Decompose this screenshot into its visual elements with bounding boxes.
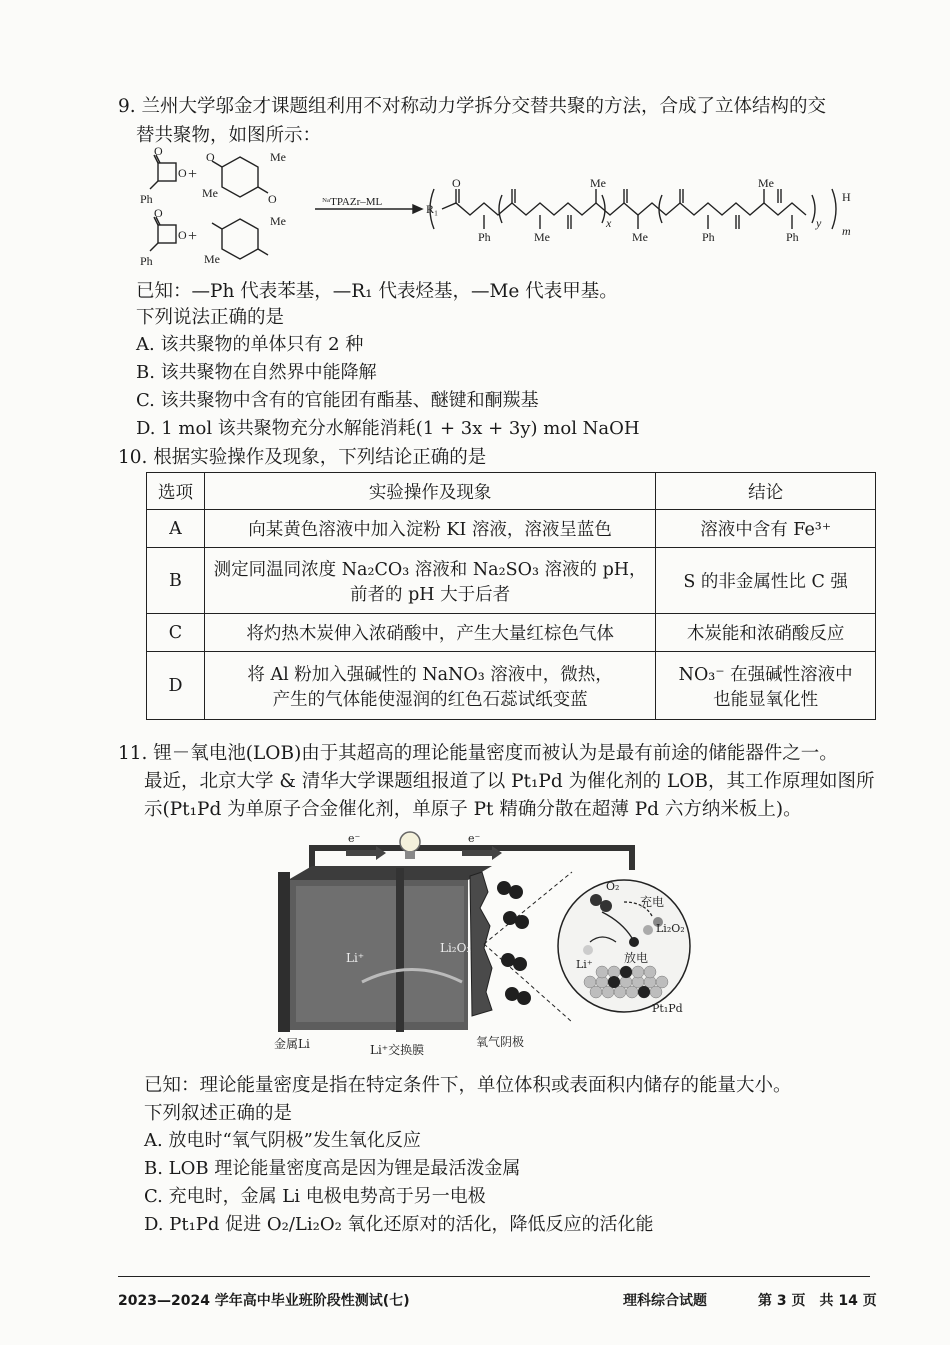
y-subscript: y xyxy=(816,216,822,230)
operation-text: 测定同温同浓度 Na₂CO₃ 溶液和 Na₂SO₃ 溶液的 pH， xyxy=(213,559,647,580)
discharge-label: 放电 xyxy=(624,951,649,965)
conclusion-text: S 的非金属性比 C 强 xyxy=(683,572,848,592)
footer-exam-title: 2023—2024 学年高中毕业班阶段性测试(七) xyxy=(118,1293,410,1309)
table-row xyxy=(147,652,876,720)
lithium-metal-anode xyxy=(278,872,290,1032)
q9-prompt: 下列说法正确的是 xyxy=(136,307,285,328)
li-exchange-membrane xyxy=(396,868,404,1032)
q11-option-b[interactable]: B. LOB 理论能量密度高是因为锂是最活泼金属 xyxy=(144,1158,521,1179)
zoom-li-label: Li⁺ xyxy=(576,958,593,971)
row-conclusion xyxy=(656,652,876,720)
footer-divider xyxy=(118,1276,870,1277)
h-label: H xyxy=(842,190,851,204)
o-label: O xyxy=(178,228,187,242)
operation-text: 将灼热木炭伸入浓硝酸中，产生大量红棕色气体 xyxy=(246,624,614,644)
table-row xyxy=(147,614,876,652)
li2o2-label: Li₂O₂ xyxy=(440,941,472,955)
me-label: Me xyxy=(632,230,648,244)
q9-stem-line2: 替共聚物，如图所示： xyxy=(136,125,322,146)
m-subscript: m xyxy=(842,224,851,238)
operation-text: 产生的气体能使湿润的红色石蕊试纸变蓝 xyxy=(272,689,588,710)
q10-stem: 10. 根据实验操作及现象，下列结论正确的是 xyxy=(118,447,487,468)
electron-label-right: e⁻ xyxy=(468,832,481,845)
q9-option-d[interactable]: D. 1 mol 该共聚物充分水解能消耗(1 + 3x + 3y) mol NaOH xyxy=(136,418,640,439)
membrane-label: Li⁺交换膜 xyxy=(370,1043,425,1057)
oxygen-molecules xyxy=(497,881,531,1005)
row-operation xyxy=(204,614,655,652)
experiment-table xyxy=(146,472,876,720)
catalyst-label: Pt₁Pd xyxy=(652,1002,683,1015)
row-option: D xyxy=(147,652,205,720)
row-option: B xyxy=(147,548,205,614)
li-ion-label: Li⁺ xyxy=(346,951,365,965)
q11-option-c[interactable]: C. 充电时，金属 Li 电极电势高于另一电极 xyxy=(144,1186,486,1207)
me-label: Me xyxy=(758,176,774,190)
row-operation xyxy=(204,548,655,614)
plus-sign: + xyxy=(188,166,198,183)
o-label: O xyxy=(206,150,215,164)
q11-known: 已知：理论能量密度是指在特定条件下，单位体积或表面积内储存的能量大小。 xyxy=(144,1075,792,1096)
electron-label-left: e⁻ xyxy=(348,832,361,845)
q9-option-a[interactable]: A. 该共聚物的单体只有 2 种 xyxy=(136,334,364,355)
operation-text: 向某黄色溶液中加入淀粉 KI 溶液，溶液呈蓝色 xyxy=(248,520,612,540)
me-label: Me xyxy=(270,214,286,228)
o-label: O xyxy=(178,166,187,180)
q11-stem-line2: 最近，北京大学 & 清华大学课题组报道了以 Pt₁Pd 为催化剂的 LOB，其工作原理如图所 xyxy=(144,771,875,792)
charge-label: 充电 xyxy=(640,895,665,909)
operation-text: 将 Al 粉加入强碱性的 NaNO₃ 溶液中，微热， xyxy=(247,664,613,685)
row-conclusion xyxy=(656,548,876,614)
x-subscript: x xyxy=(606,216,612,230)
ph-label: Ph xyxy=(786,230,799,244)
row-operation xyxy=(204,510,655,548)
battery-diagram xyxy=(272,822,692,1062)
o-label: O xyxy=(452,176,461,190)
ph-label: Ph xyxy=(478,230,491,244)
me-label: Me xyxy=(202,186,218,200)
q9-option-b[interactable]: B. 该共聚物在自然界中能降解 xyxy=(136,362,377,383)
q11-stem-line1: 11. 锂－氧电池(LOB)由于其超高的理论能量密度而被认为是最有前途的储能器件之一。 xyxy=(118,743,838,764)
zoom-li2o2-label: Li₂O₂ xyxy=(656,922,685,935)
operation-text: 前者的 pH 大于后者 xyxy=(350,584,511,605)
me-label: Me xyxy=(590,176,606,190)
cathode-label: 氧气阴极 xyxy=(476,1035,525,1049)
me-label: Me xyxy=(270,150,286,164)
me-label: Me xyxy=(204,252,220,266)
table-row xyxy=(147,510,876,548)
oxygen-cathode xyxy=(470,872,492,1016)
o-label: O xyxy=(154,206,163,220)
ph-label: Ph xyxy=(702,230,715,244)
r1-label: R₁ xyxy=(426,202,439,216)
row-conclusion xyxy=(656,510,876,548)
header-operation: 实验操作及现象 xyxy=(204,473,655,510)
conclusion-text: NO₃⁻ 在强碱性溶液中 xyxy=(678,664,853,685)
q11-stem-line3: 示(Pt₁Pd 为单原子合金催化剂，单原子 Pt 精确分散在超薄 Pd 六方纳米板上)。 xyxy=(144,799,802,820)
table-header-row xyxy=(147,473,876,510)
footer-subject: 理科综合试题 xyxy=(623,1293,707,1309)
o-label: O xyxy=(154,145,163,158)
o2-label: O₂ xyxy=(606,880,620,893)
copolymer-reaction-scheme xyxy=(130,145,870,270)
row-operation xyxy=(204,652,655,720)
q9-option-c[interactable]: C. 该共聚物中含有的官能团有酯基、醚键和酮羰基 xyxy=(136,390,539,411)
footer-page-number: 第 3 页 共 14 页 xyxy=(758,1293,877,1309)
anode-label: 金属Li xyxy=(274,1037,310,1051)
row-option: C xyxy=(147,614,205,652)
ph-label: Ph xyxy=(140,254,153,268)
q9-stem-line1: 9. 兰州大学邬金才课题组利用不对称动力学拆分交替共聚的方法，合成了立体结构的交 xyxy=(118,96,827,117)
q9-known: 已知：—Ph 代表苯基，—R₁ 代表烃基，—Me 代表甲基。 xyxy=(136,281,618,302)
header-option: 选项 xyxy=(147,473,205,510)
conclusion-text: 木炭能和浓硝酸反应 xyxy=(686,624,845,644)
o-label: O xyxy=(268,192,277,206)
catalyst-label: ᴺᵃTPAZr–ML xyxy=(322,196,383,208)
q11-option-d[interactable]: D. Pt₁Pd 促进 O₂/Li₂O₂ 氧化还原对的活化，降低反应的活化能 xyxy=(144,1214,654,1235)
table-row xyxy=(147,548,876,614)
row-option: A xyxy=(147,510,205,548)
me-label: Me xyxy=(534,230,550,244)
bulb-icon xyxy=(400,832,420,859)
header-conclusion: 结论 xyxy=(656,473,876,510)
ph-label: Ph xyxy=(140,192,153,206)
row-conclusion xyxy=(656,614,876,652)
conclusion-text: 也能显氧化性 xyxy=(713,689,819,710)
q11-option-a[interactable]: A. 放电时“氧气阴极”发生氧化反应 xyxy=(144,1130,421,1151)
conclusion-text: 溶液中含有 Fe³⁺ xyxy=(700,520,832,540)
plus-sign: + xyxy=(188,228,198,245)
catalyst-zoom-inset xyxy=(558,880,690,1012)
q11-prompt: 下列叙述正确的是 xyxy=(144,1103,293,1124)
